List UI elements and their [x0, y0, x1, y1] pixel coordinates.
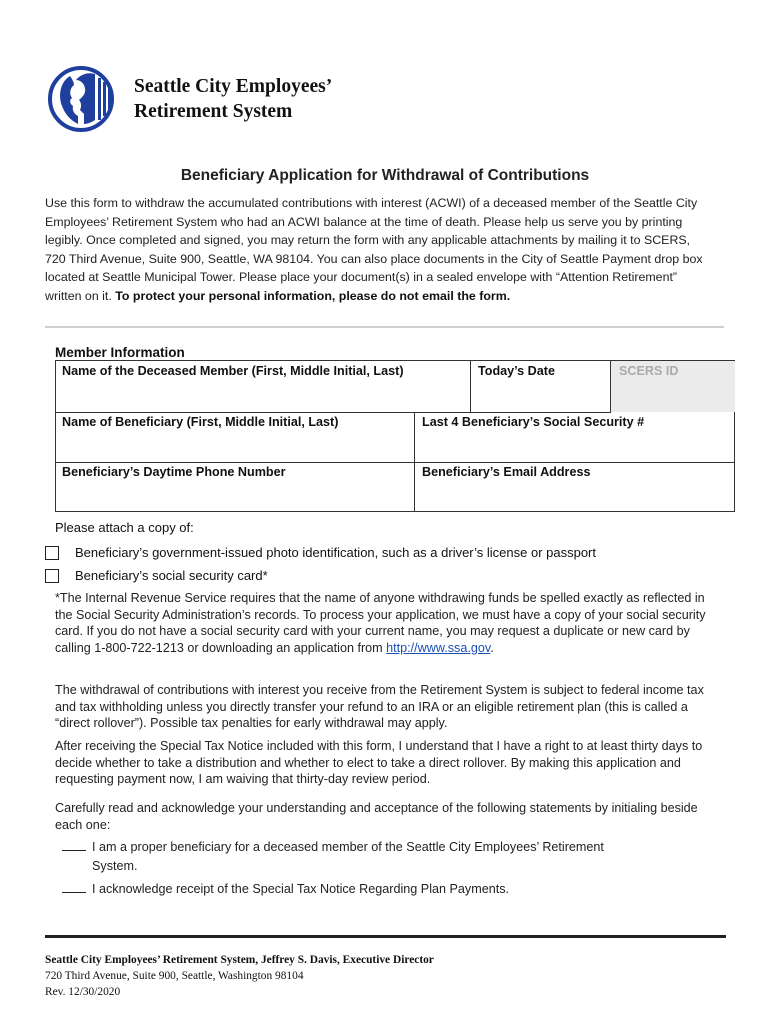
irs-note — [55, 590, 715, 656]
ss-card-checkbox[interactable] — [45, 569, 59, 583]
ssa-link[interactable]: http://www.ssa.gov — [386, 640, 491, 655]
beneficiary-email-label: Beneficiary’s Email Address — [422, 465, 591, 479]
attachment-photo-id — [45, 545, 596, 560]
photo-id-label: Beneficiary’s government-issued photo identification, such as a driver’s license or passport — [75, 545, 596, 560]
scers-id-label: SCERS ID — [619, 364, 679, 378]
todays-date-label: Today’s Date — [478, 364, 555, 378]
acknowledge-instructions: Carefully read and acknowledge your understanding and acceptance of the following statements by initialing beside each one: — [55, 801, 698, 832]
table-divider — [56, 412, 611, 413]
member-information-table — [55, 360, 735, 512]
seattle-seal-logo-icon — [48, 66, 114, 132]
irs-note-text: *The Internal Revenue Service requires that the name of anyone withdrawing funds be spelled exactly as reflected in the Social Security Administration’s records. To process your application, we must have a copy of your social security card. If you do not have a social security card with your current name, you may request a duplicate or new card by calling 1-800-722-1213 or downloading an application from — [55, 591, 706, 655]
intro-text: Use this form to withdraw the accumulated contributions with interest (ACWI) of a deceased member of the Seattle City Employees’ Retirement System who had an ACWI balance at the time of death. Please help us serve you by printing legibly. Once completed and signed, you may return the form with any applicable attachments by mailing it to SCERS, 720 Third Avenue, Suite 900, Seattle, WA 98104. You can also place documents in the City of Seattle Payment drop box located at Seattle Municipal Tower. Please place your document(s) in a sealed envelope with “Attention Retirement” written on it. — [45, 196, 703, 303]
deceased-member-name-label: Name of the Deceased Member (First, Middle Initial, Last) — [62, 364, 404, 378]
initial-blank[interactable] — [62, 881, 86, 893]
beneficiary-name-label: Name of Beneficiary (First, Middle Initial, Last) — [62, 415, 339, 429]
statement-1-line2: System. — [92, 859, 138, 873]
statement-2-line1: I acknowledge receipt of the Special Tax Notice Regarding Plan Payments. — [92, 882, 509, 896]
deceased-member-name-field[interactable] — [56, 361, 470, 412]
organization-name — [134, 74, 332, 124]
scers-id-field — [611, 361, 735, 412]
table-divider — [56, 462, 734, 463]
intro-warning: To protect your personal information, please do not email the form. — [115, 288, 511, 303]
member-information-heading: Member Information — [55, 345, 185, 360]
beneficiary-phone-label: Beneficiary’s Daytime Phone Number — [62, 465, 286, 479]
initial-blank[interactable] — [62, 839, 86, 851]
statement-1-line1: I am a proper beneficiary for a deceased member of the Seattle City Employees’ Retirement — [92, 840, 604, 854]
table-divider — [610, 361, 611, 412]
todays-date-field[interactable] — [472, 361, 610, 412]
beneficiary-ssn-label: Last 4 Beneficiary’s Social Security # — [422, 415, 645, 429]
table-divider — [470, 361, 471, 412]
statement-tax-notice — [62, 880, 682, 899]
footer-divider — [45, 935, 726, 938]
page-title: Beneficiary Application for Withdrawal of Contributions — [180, 167, 590, 184]
ss-card-label: Beneficiary’s social security card* — [75, 568, 268, 583]
footer — [45, 952, 434, 1000]
table-divider — [414, 412, 415, 512]
attachment-ss-card — [45, 568, 268, 583]
org-name-line2: Retirement System — [134, 101, 293, 122]
photo-id-checkbox[interactable] — [45, 546, 59, 560]
intro-paragraph — [45, 194, 705, 305]
org-name-line1: Seattle City Employees’ — [134, 76, 333, 97]
footer-org-line: Seattle City Employees’ Retirement System, Jeffrey S. Davis, Executive Director — [45, 954, 434, 966]
attachments-label: Please attach a copy of: — [55, 520, 194, 535]
beneficiary-email-field[interactable] — [416, 462, 734, 512]
special-tax-notice-paragraph: After receiving the Special Tax Notice included with this form, I understand that I have a right to at least thirty days to decide whether to take a distribution and whether to elect to take a direct rollover. By making this application and requesting payment now, I am waiving that thirty-day review period. — [55, 739, 703, 787]
footer-revision: Rev. 12/30/2020 — [45, 986, 121, 998]
beneficiary-ssn-field[interactable] — [416, 412, 734, 462]
beneficiary-phone-field[interactable] — [56, 462, 414, 512]
irs-note-end: . — [490, 640, 494, 655]
footer-address: 720 Third Avenue, Suite 900, Seattle, Washington 98104 — [45, 970, 304, 982]
tax-paragraph: The withdrawal of contributions with interest you receive from the Retirement System is subject to federal income tax and tax withholding unless you directly transfer your refund to an IRA or an eligible retirement plan (this is called a “direct rollover”). Possible tax penalties for early withdrawal may apply. — [55, 683, 704, 731]
beneficiary-name-field[interactable] — [56, 412, 414, 462]
section-divider — [45, 326, 724, 328]
statement-beneficiary — [62, 838, 682, 876]
